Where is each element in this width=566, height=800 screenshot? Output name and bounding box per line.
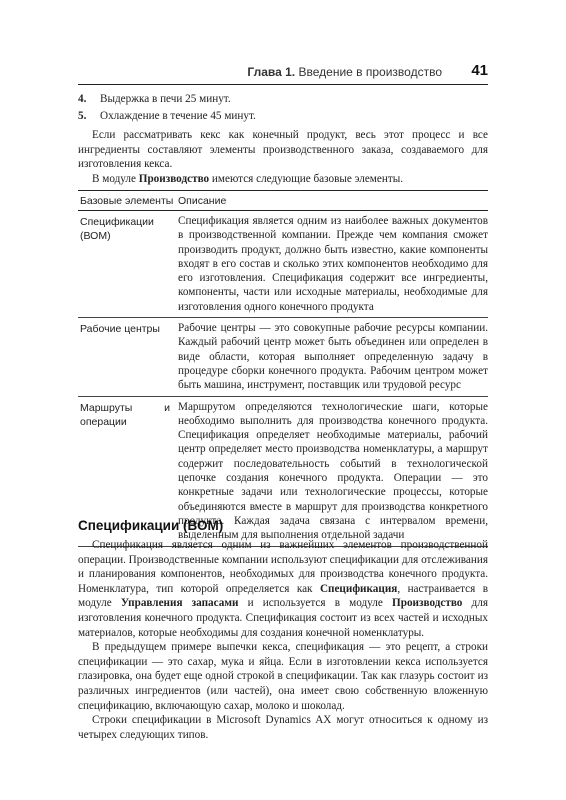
list-item-text: Охлаждение в течение 45 минут. [100,110,256,122]
term-bold: Спецификация [319,582,398,595]
paragraph-text: Спецификация является одним из важнейших элементов производственной операции. Производственные компании используют спецификации для отслеживания и планирования компонентов, необходимых для производства конечного продукта. Номенклатура, тип которой определяется как [78,539,488,595]
table-cell-element: Спецификации (ВОМ) [80,216,154,242]
paragraph: В предыдущем примере выпечки кекса, спецификация — это рецепт, а строки спецификации — это сахар, мука и яйца. Если в изготовлении кекса используется глазировка, она будет еще одной строкой в спецификации. Так как глазурь состоит из различных ингредиентов (или частей), она имеет свою собственную вложенную спецификацию, включающую сахар, молоко и шоколад. [78,641,488,712]
module-sentence-before: В модуле [92,172,139,185]
term-bold: Управления запасами [120,597,239,610]
paragraph-text: , настраивается в модуле [78,582,488,610]
module-name: Производство [138,172,210,185]
chapter-label: Глава 1. [247,65,296,79]
table-row [78,211,488,318]
list-item-text: Выдержка в печи 25 минут. [100,93,231,105]
page-number: 41 [471,62,488,79]
chapter-title: Введение в производство [298,65,442,79]
running-header [78,62,488,85]
list-item [78,92,488,109]
base-elements-table [78,190,488,547]
list-item [78,109,488,126]
paragraph: Строки спецификации в Microsoft Dynamics AX могут относиться к одному из четырех следующих типов. [78,714,488,741]
table-cell-element: Рабочие центры [80,323,160,336]
module-sentence [78,172,488,187]
list-item-number: 4. [78,93,87,105]
section-heading: Спецификации (ВОМ) [78,518,224,533]
table-cell-description: Маршрутом определяются технологические шаги, которые необходимо выполнить для производства конечного продукта. Спецификация определяет необходимые материалы, рабочий центр определяет место производства номенклатуры, а маршрут содержит последовательность событий в технологической цепочке создания конечного продукта. Операции — это конкретные задачи или технологические процессы, которые объединяются вместе в маршрут для производства конкретного продукта. Каждая задача связана с интервалом времени, выделенным для выполнения отдельной задачи [178,400,488,542]
table-header [78,190,488,211]
intro-paragraph [78,128,488,186]
steps-list [78,92,488,126]
table-cell-description: Рабочие центры — это совокупные рабочие ресурсы компании. Каждый рабочий центр может быть объединен или определен в виде области, которая выполняет определенную задачу в процедуре сборки конечного продукта. Рабочим центром может быть машина, инструмент, поставщик или трудовой ресурс [178,322,488,392]
paragraph [78,538,488,640]
module-sentence-after: имеются следующие базовые элементы. [209,172,404,185]
table-cell-element: Маршруты и операции [80,401,170,428]
column-header-elements: Базовые элементы [80,195,174,207]
column-header-description: Описание [178,195,227,207]
intro-paragraph-text: Если рассматривать кекс как конечный продукт, весь этот процесс и все ингредиенты составляют элементы производственного заказа, создаваемого для изготовления кекса. [78,129,488,171]
term-bold: Производство [392,597,463,610]
section-body [78,538,488,742]
list-item-number: 5. [78,110,87,122]
chapter-heading [247,65,442,79]
paragraph-text: для изготовления конечного продукта. Спецификация состоит из всех частей и исходных материалов, которые необходимы для создания конечной номенклатуры. [78,597,488,639]
table-cell-description: Спецификация является одним из наиболее важных документов в производственной компании. Прежде чем компания сможет производить продукт, должно быть известно, какие компоненты входят в его состав и сколько этих компонентов необходимо для его изготовления. Спецификация содержит все ингредиенты, компоненты, части или исходные материалы, необходимые для изготовления одного конечного продукта [178,215,488,313]
paragraph-text: и используется в модуле [238,597,393,610]
table-row [78,318,488,396]
